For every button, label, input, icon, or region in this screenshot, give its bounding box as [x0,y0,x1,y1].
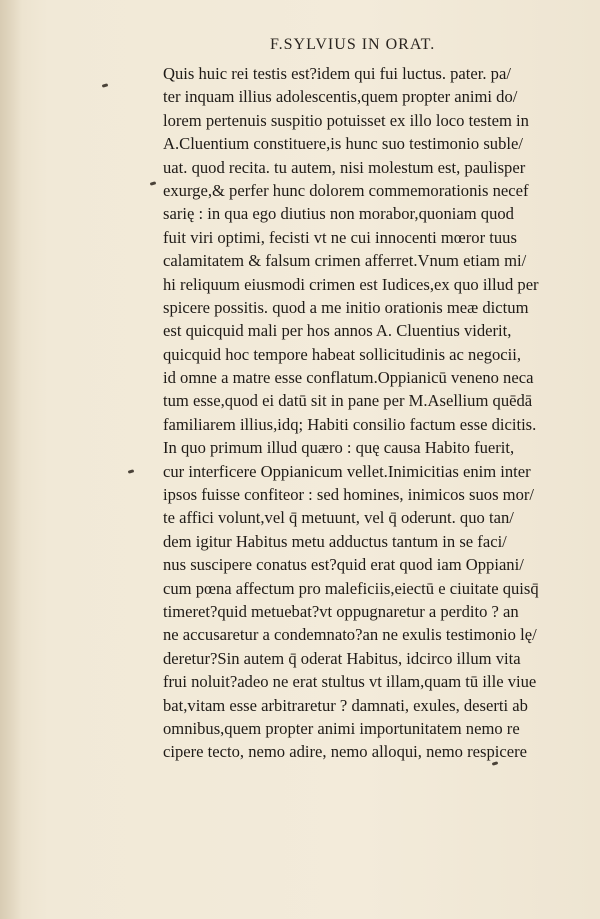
text-line: lorem pertenuis suspitio potuisset ex illo loco testem in [163,110,529,130]
text-line: frui noluit?adeo ne erat stultus vt illam,quam tū ille viue [163,672,537,692]
text-line: calamitatem & falsum crimen afferret.Vnum etiam mi/ [163,251,527,271]
text-line: cipere tecto, nemo adire, nemo alloqui, nemo respicere [163,742,527,762]
page-gutter [0,0,22,919]
text-line: cur interficere Oppianicum vellet.Inimicitias enim inter [163,461,531,481]
text-line: bat,vitam esse arbitraretur ? damnati, exules, deserti ab [163,695,528,715]
main-text-block [163,62,583,764]
text-line: omnibus,quem propter animi importunitatem nemo re [163,718,520,738]
text-line: ipsos fuisse confiteor : sed homines, inimicos suos mor/ [163,485,535,505]
text-line: te affici volunt,vel q̄ metuunt, vel q̄ oderunt. quo tan/ [163,508,514,528]
text-line: uat. quod recita. tu autem, nisi molestum est, paulisper [163,157,526,177]
text-line: deretur?Sin autem q̄ oderat Habitus, idcirco illum vita [163,648,521,668]
text-line: ter inquam illius adolescentis,quem propter animi do/ [163,87,518,107]
running-head: F.SYLVIUS IN ORAT. [270,36,436,53]
text-line: tum esse,quod ei datū sit in pane per M.Asellium quēdā [163,391,533,411]
ink-mark [102,83,109,87]
text-line: dem igitur Habitus metu adductus tantum in se faci/ [163,531,507,551]
ink-mark [492,761,499,765]
text-line: fuit viri optimi, fecisti vt ne cui innocenti mœror tuus [163,227,517,247]
ink-mark [150,181,157,185]
text-line: ne accusaretur a condemnato?an ne exulis testimonio lę/ [163,625,537,645]
text-line: familiarem illius,idq; Habiti consilio factum esse dicitis. [163,414,537,434]
text-line: timeret?quid metuebat?vt oppugnaretur a perdito ? an [163,601,519,621]
text-line: est quicquid mali per hos annos A. Cluentius viderit, [163,321,512,341]
text-line: id omne a matre esse conflatum.Oppianicū veneno neca [163,368,534,388]
text-line: In quo primum illud quæro : quę causa Habito fuerit, [163,438,515,458]
text-line: sarię : in qua ego diutius non morabor,quoniam quod [163,204,514,224]
ink-mark [128,469,135,473]
text-line: hi reliquum eiusmodi crimen est Iudices,ex quo illud per [163,274,539,294]
text-line: exurge,& perfer hunc dolorem commemorationis necef [163,180,529,200]
text-line: A.Cluentium constituere,is hunc suo testimonio suble/ [163,134,523,154]
text-line: nus suscipere conatus est?quid erat quod iam Oppiani/ [163,555,524,575]
text-line: Quis huic rei testis est?idem qui fui luctus. pater. pa/ [163,64,511,83]
text-line: spicere possitis. quod a me initio orationis meæ dictum [163,297,529,317]
text-line: cum pœna affectum pro maleficiis,eiectū e ciuitate quisq̄ [163,578,539,598]
text-line: quicquid hoc tempore habeat sollicitudinis ac negocii, [163,344,522,364]
